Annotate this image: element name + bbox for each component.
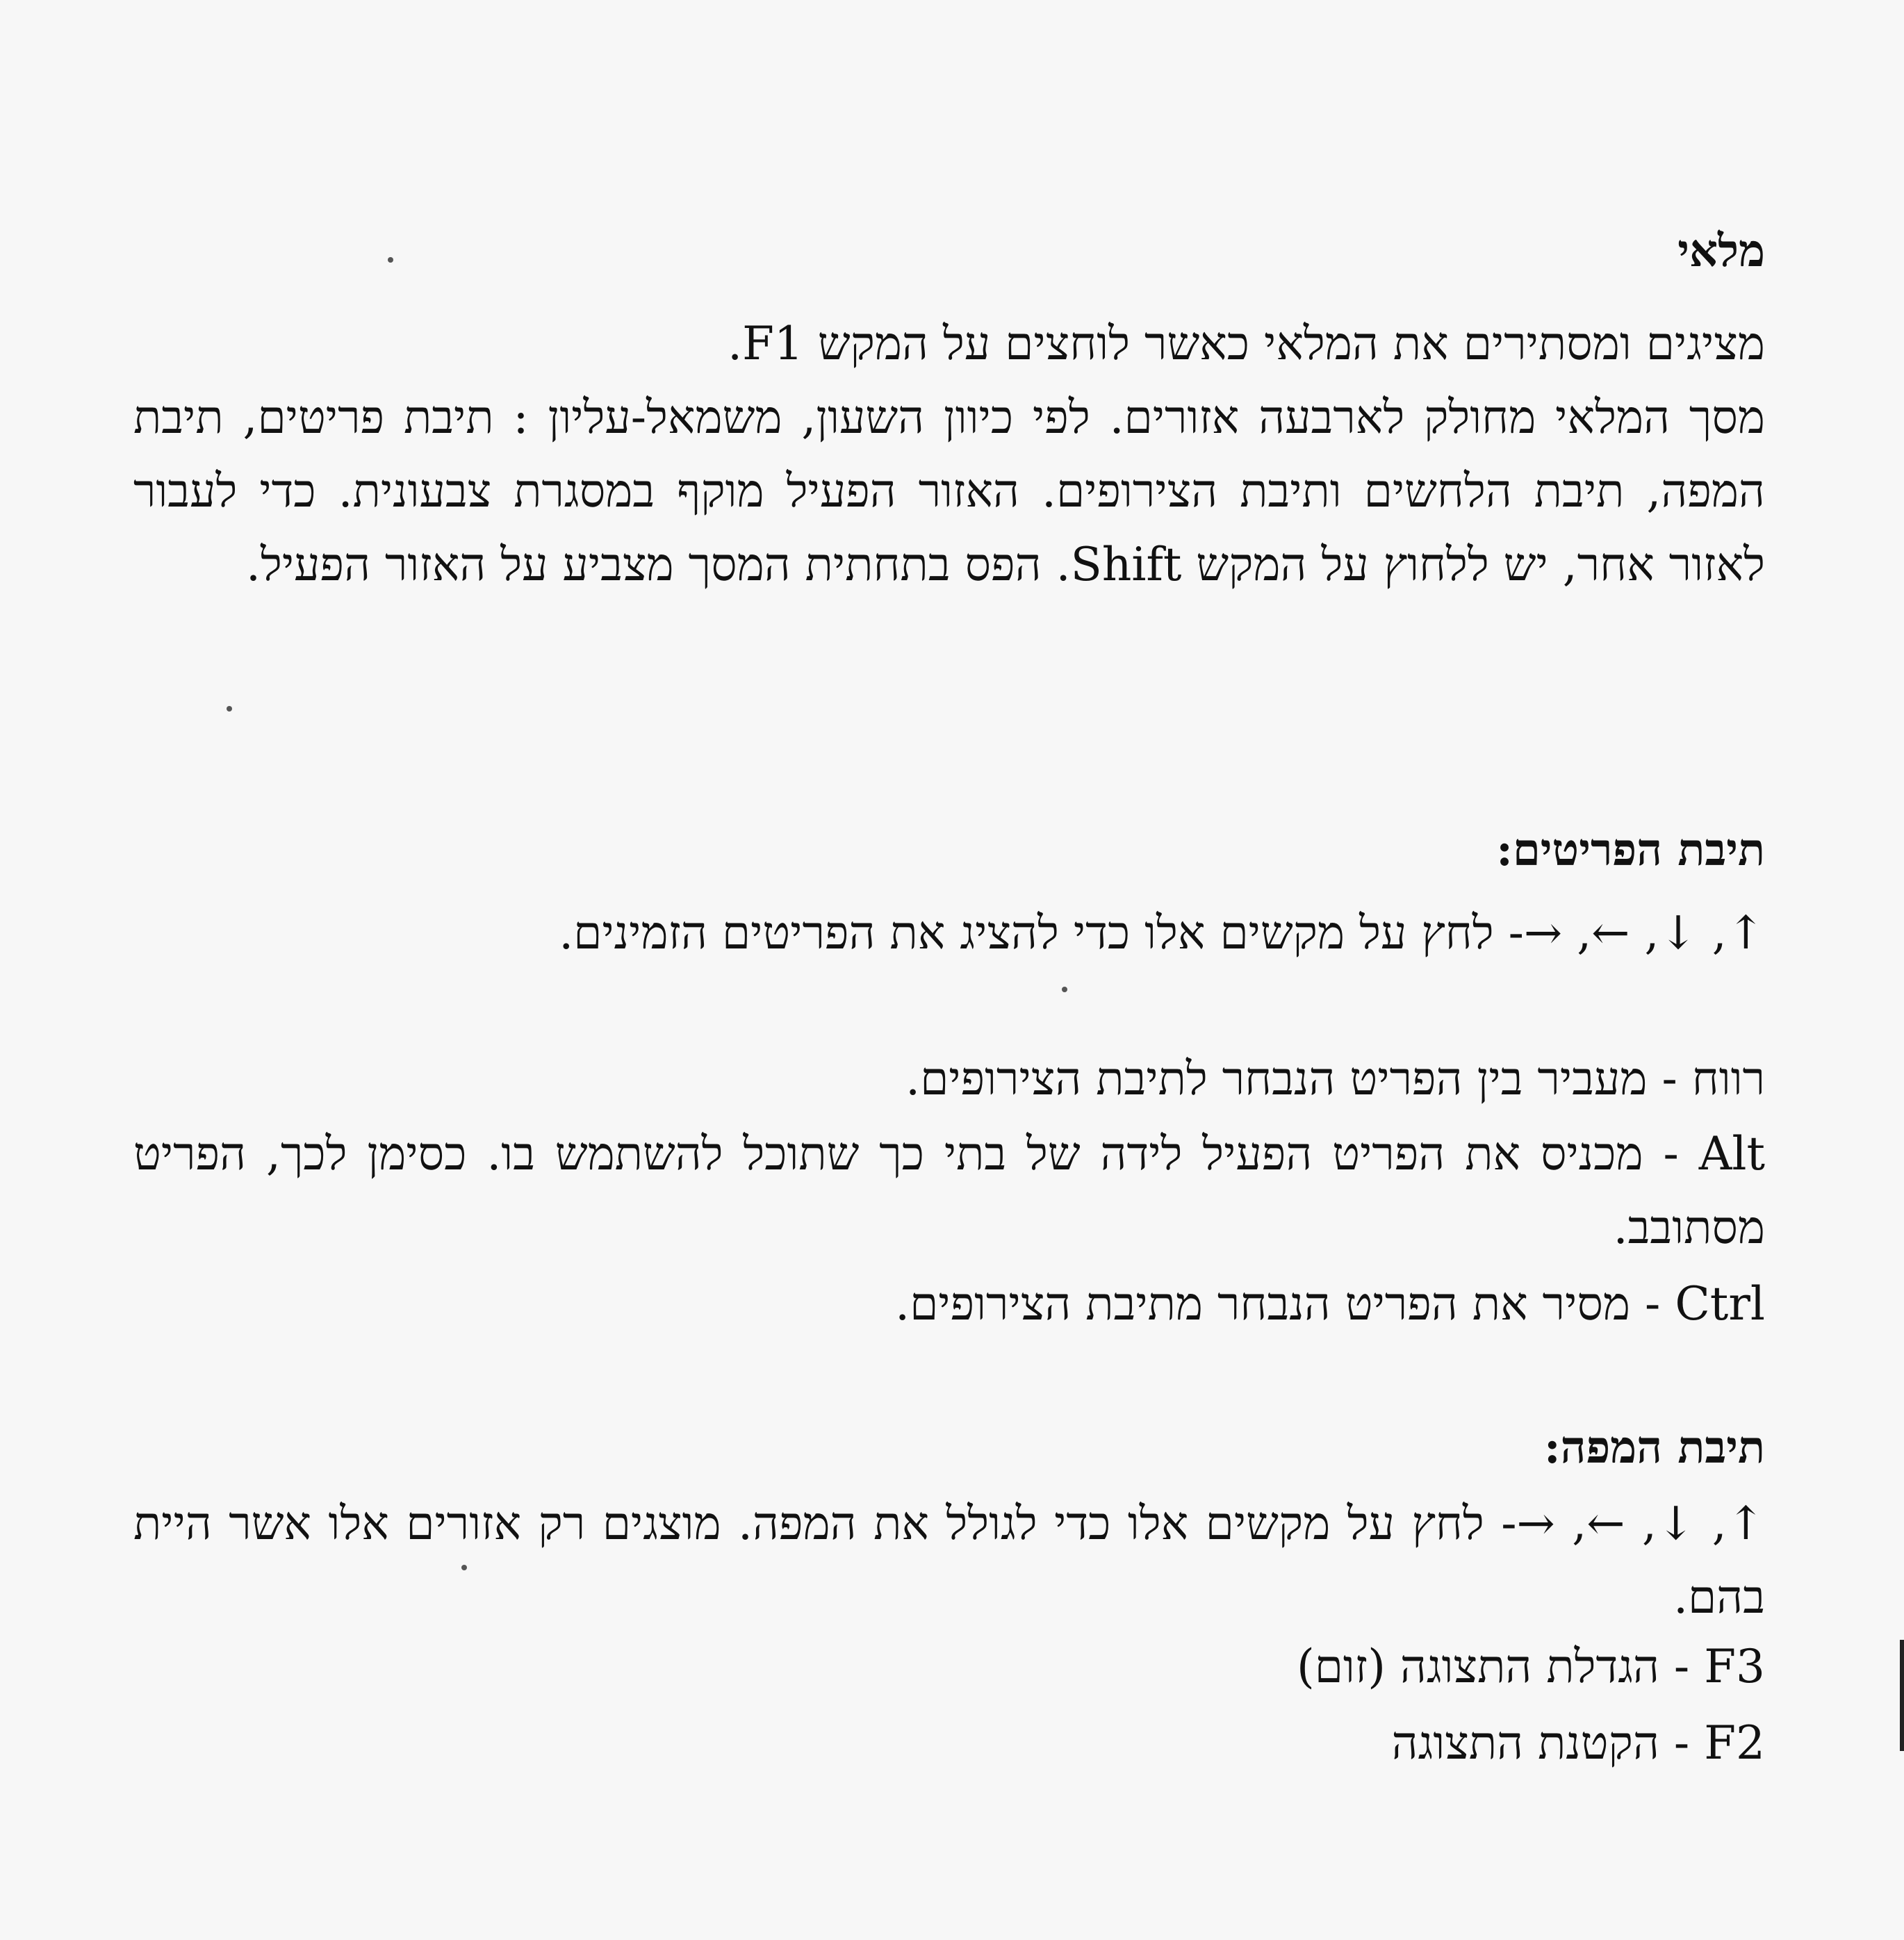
map-zoom-in-line: F3 - הגדלת התצוגה (זום) — [1296, 1640, 1765, 1693]
map-box-heading: תיבת המפה: — [1544, 1422, 1765, 1474]
paper-speck — [227, 706, 232, 712]
items-arrows-line: ↑, ↓, ←, →- לחץ על מקשים אלו כדי להציג את הפריטים הזמינים. — [559, 906, 1765, 960]
page-edge-shadow — [1900, 1640, 1904, 1751]
map-zoom-out-line: F2 - הקטנת התצוגה — [1391, 1716, 1765, 1770]
items-box-heading: תיבת הפריטים: — [1496, 824, 1765, 876]
inventory-heading: מלאי — [1677, 225, 1765, 277]
paper-speck — [388, 257, 393, 263]
paper-speck — [461, 1565, 467, 1570]
map-arrows-line: ↑, ↓, ←, →- לחץ על מקשים אלו כדי לגולל את המפה. מוצגים רק אזורים אלו אשר היית בהם. — [133, 1497, 1765, 1624]
paper-speck — [1062, 987, 1067, 992]
items-alt-line: Alt - מכניס את הפריט הפעיל לידה של בתי כך שתוכל להשתמש בו. כסימן לכך, הפריט מסתובב. — [133, 1127, 1765, 1254]
inventory-description-paragraph: מסך המלאי מחולק לארבעה אזורים. לפי כיוון השעון, משמאל-עליון : תיבת פריטים, תיבת המפה, תיבת הלחשים ותיבת הצירופים. האזור הפעיל מוקף במסגרת צבעונית. כדי לעבור לאזור אחר, יש ללחוץ על המקש Shift. הפס בתחתית המסך מצביע על האזור הפעיל. — [133, 391, 1765, 591]
items-ctrl-line: Ctrl - מסיר את הפריט הנבחר מתיבת הצירופים. — [895, 1277, 1765, 1331]
items-space-line: רווח - מעביר בין הפריט הנבחר לתיבת הצירופים. — [905, 1052, 1765, 1105]
inventory-toggle-line: מציגים ומסתירים את המלאי כאשר לוחצים על המקש F1. — [728, 317, 1765, 370]
